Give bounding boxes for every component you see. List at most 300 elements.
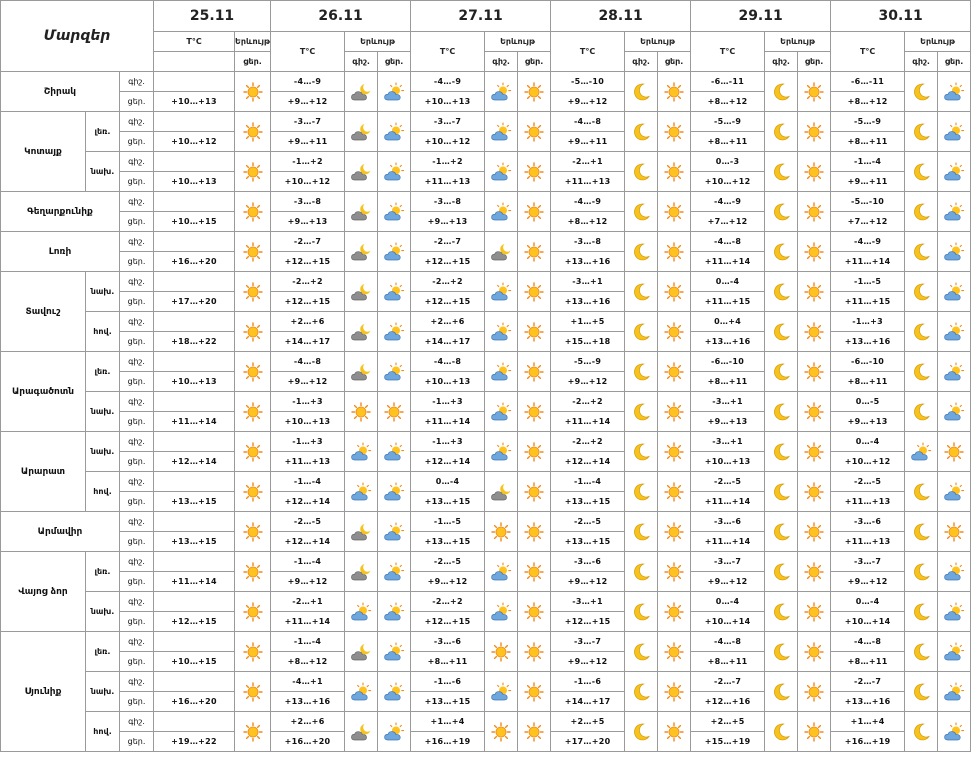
moon-icon (905, 112, 938, 152)
temperature-range: +2…+5 (691, 712, 765, 732)
sun-icon (658, 152, 691, 192)
sun-icon (798, 392, 831, 432)
day-label: ցեր. (120, 692, 154, 712)
temperature-range: +14…+17 (271, 332, 345, 352)
cloud-night-icon (345, 272, 378, 312)
moon-icon (905, 392, 938, 432)
temperature-range: -1…-6 (411, 672, 485, 692)
temperature-range: -1…-6 (551, 672, 625, 692)
temperature-range: +8…+11 (831, 372, 905, 392)
temperature-range: +9…+12 (271, 92, 345, 112)
temperature-range: -1…+3 (271, 392, 345, 412)
temperature-range: +13…+15 (411, 532, 485, 552)
temperature-range: +9…+13 (831, 412, 905, 432)
region-name: Արմավիր (1, 512, 120, 552)
moon-icon (905, 712, 938, 752)
temperature-range: -4…-9 (831, 232, 905, 252)
temperature-range: +10…+15 (154, 212, 235, 232)
temperature-range: +8…+11 (831, 652, 905, 672)
temperature-range: +11…+14 (691, 532, 765, 552)
cloud-night-icon (345, 112, 378, 152)
cloud-sun-icon (485, 112, 518, 152)
night-label: գիշ. (120, 632, 154, 652)
moon-icon (625, 112, 658, 152)
temperature-range: +17…+20 (154, 292, 235, 312)
temperature-range: +11…+13 (551, 172, 625, 192)
temperature-range: +13…+15 (411, 692, 485, 712)
subregion-name: լեռ. (86, 112, 120, 152)
moon-icon (765, 352, 798, 392)
temperature-range: -2…-5 (691, 472, 765, 492)
temperature-range: 0…-4 (411, 472, 485, 492)
temperature-range: -6…-11 (691, 72, 765, 92)
night-label: գիշ. (120, 272, 154, 292)
cloud-sun-icon (938, 112, 971, 152)
temperature-range: -2…-5 (271, 512, 345, 532)
sun-icon (235, 392, 271, 432)
temperature-range: +9…+13 (691, 412, 765, 432)
temperature-range (154, 352, 235, 372)
sun-icon (658, 712, 691, 752)
temperature-range: -1…-4 (271, 632, 345, 652)
cloud-sun-icon (938, 472, 971, 512)
table-row (1, 312, 971, 332)
temp-header: T°C (691, 32, 765, 72)
night-sub-header: գիշ. (625, 52, 658, 72)
temperature-range: -1…-5 (411, 512, 485, 532)
moon-icon (625, 512, 658, 552)
sun-icon (235, 632, 271, 672)
day-sub-header: ցեր. (235, 52, 271, 72)
temperature-range: -1…+3 (271, 432, 345, 452)
sun-icon (658, 72, 691, 112)
temperature-range: +9…+12 (271, 372, 345, 392)
temperature-range: +8…+12 (831, 92, 905, 112)
temperature-range: +10…+12 (831, 452, 905, 472)
temperature-range: +12…+16 (691, 692, 765, 712)
temperature-range (154, 72, 235, 92)
day-sub-header: ցեր. (518, 52, 551, 72)
sun-icon (518, 152, 551, 192)
sun-icon (798, 632, 831, 672)
cloud-night-icon (345, 552, 378, 592)
temperature-range: +17…+20 (551, 732, 625, 752)
temperature-range (154, 192, 235, 212)
subregion-name: լեռ. (86, 632, 120, 672)
sun-icon (798, 512, 831, 552)
night-label: գիշ. (120, 112, 154, 132)
sun-icon (235, 592, 271, 632)
temperature-range: +16…+20 (154, 252, 235, 272)
temperature-range (154, 392, 235, 412)
temperature-range: +12…+15 (411, 292, 485, 312)
region-name: Շիրակ (1, 72, 120, 112)
moon-icon (765, 712, 798, 752)
sun-icon (518, 712, 551, 752)
moon-icon (765, 512, 798, 552)
sun-icon (938, 512, 971, 552)
phenomenon-header: Երևույթ (485, 32, 551, 52)
temperature-range: +13…+16 (831, 692, 905, 712)
cloud-sun-icon (378, 192, 411, 232)
sun-icon (518, 72, 551, 112)
day-label: ցեր. (120, 572, 154, 592)
night-label: գիշ. (120, 352, 154, 372)
sun-icon (235, 472, 271, 512)
moon-icon (625, 392, 658, 432)
date-header: 29.11 (691, 1, 831, 32)
day-label: ցեր. (120, 252, 154, 272)
sun-icon (518, 272, 551, 312)
temperature-range: -4…-9 (411, 72, 485, 92)
temperature-range: -6…-10 (831, 352, 905, 372)
temperature-range: -2…+1 (271, 592, 345, 612)
temperature-range: +10…+14 (831, 612, 905, 632)
sun-icon (485, 512, 518, 552)
table-row (1, 672, 971, 692)
cloud-sun-icon (485, 552, 518, 592)
temperature-range (154, 272, 235, 292)
temperature-range (154, 632, 235, 652)
night-label: գիշ. (120, 512, 154, 532)
moon-icon (765, 72, 798, 112)
region-name: Արագածոտն (1, 352, 86, 432)
temperature-range: -2…+2 (411, 272, 485, 292)
subregion-name: նախ. (86, 392, 120, 432)
cloud-sun-icon (345, 672, 378, 712)
night-label: գիշ. (120, 312, 154, 332)
temp-header: T°C (831, 32, 905, 72)
sun-icon (518, 672, 551, 712)
temperature-range: +7…+12 (691, 212, 765, 232)
temperature-range: -3…-7 (831, 552, 905, 572)
night-label: գիշ. (120, 232, 154, 252)
sun-icon (235, 352, 271, 392)
cloud-sun-icon (938, 712, 971, 752)
moon-icon (765, 672, 798, 712)
cloud-night-icon (345, 152, 378, 192)
temperature-range: +12…+15 (154, 612, 235, 632)
night-label: գիշ. (120, 152, 154, 172)
cloud-sun-icon (905, 432, 938, 472)
table-row (1, 712, 971, 732)
region-name: Արարատ (1, 432, 86, 512)
sun-icon (518, 592, 551, 632)
temperature-range: +11…+14 (411, 412, 485, 432)
sun-icon (235, 672, 271, 712)
temperature-range: -1…+3 (411, 432, 485, 452)
temperature-range: +12…+15 (411, 252, 485, 272)
sun-icon (235, 112, 271, 152)
temperature-range: +8…+11 (691, 652, 765, 672)
sun-icon (798, 152, 831, 192)
moon-icon (625, 432, 658, 472)
temperature-range: 0…+4 (691, 312, 765, 332)
moon-icon (625, 632, 658, 672)
subregion-name: նախ. (86, 432, 120, 472)
sun-icon (798, 192, 831, 232)
sun-icon (658, 472, 691, 512)
day-label: ցեր. (120, 292, 154, 312)
moon-icon (625, 232, 658, 272)
table-row (1, 552, 971, 572)
empty-sub-header (154, 52, 235, 72)
temperature-range: -2…+2 (411, 592, 485, 612)
moon-icon (765, 312, 798, 352)
day-sub-header: ցեր. (938, 52, 971, 72)
sun-icon (658, 432, 691, 472)
cloud-sun-icon (938, 232, 971, 272)
temperature-range: +11…+14 (154, 572, 235, 592)
night-sub-header: գիշ. (345, 52, 378, 72)
temperature-range: +9…+12 (691, 572, 765, 592)
temperature-range: +13…+16 (551, 252, 625, 272)
temperature-range (154, 592, 235, 612)
temperature-range: +11…+14 (551, 412, 625, 432)
region-name: Սյունիք (1, 632, 86, 752)
temperature-range: -4…-8 (691, 232, 765, 252)
temperature-range: -5…-9 (831, 112, 905, 132)
moon-icon (625, 472, 658, 512)
temperature-range: -4…-8 (551, 112, 625, 132)
cloud-sun-icon (938, 192, 971, 232)
temperature-range: +10…+12 (411, 132, 485, 152)
cloud-sun-icon (378, 592, 411, 632)
temperature-range: -3…+1 (551, 272, 625, 292)
temperature-range: +15…+19 (691, 732, 765, 752)
date-header: 26.11 (271, 1, 411, 32)
temperature-range: -2…-7 (411, 232, 485, 252)
header-row-dates (1, 1, 971, 32)
temperature-range: -4…-9 (271, 72, 345, 92)
moon-icon (765, 392, 798, 432)
temperature-range: -5…-9 (551, 352, 625, 372)
sun-icon (658, 112, 691, 152)
moon-icon (905, 672, 938, 712)
sun-icon (235, 232, 271, 272)
temperature-range: -3…-8 (551, 232, 625, 252)
day-label: ցեր. (120, 732, 154, 752)
day-label: ցեր. (120, 532, 154, 552)
temperature-range: -2…-5 (411, 552, 485, 572)
moon-icon (625, 192, 658, 232)
night-sub-header: գիշ. (765, 52, 798, 72)
temperature-range: +11…+13 (831, 532, 905, 552)
day-label: ցեր. (120, 92, 154, 112)
temperature-range: -3…-8 (271, 192, 345, 212)
sun-icon (518, 632, 551, 672)
temperature-range: +16…+20 (271, 732, 345, 752)
temperature-range: +13…+15 (411, 492, 485, 512)
temperature-range: -3…+1 (691, 432, 765, 452)
day-label: ցեր. (120, 612, 154, 632)
table-row (1, 392, 971, 412)
table-row (1, 152, 971, 172)
cloud-sun-icon (938, 352, 971, 392)
temperature-range: 0…-4 (831, 592, 905, 612)
temperature-range: +11…+14 (691, 492, 765, 512)
temperature-range: +10…+13 (154, 92, 235, 112)
sun-icon (485, 632, 518, 672)
night-label: գիշ. (120, 672, 154, 692)
cloud-sun-icon (378, 552, 411, 592)
moon-icon (625, 272, 658, 312)
sun-icon (518, 432, 551, 472)
moon-icon (765, 192, 798, 232)
cloud-night-icon (345, 192, 378, 232)
cloud-sun-icon (378, 352, 411, 392)
moon-icon (905, 552, 938, 592)
sun-icon (798, 272, 831, 312)
temperature-range: +11…+14 (831, 252, 905, 272)
moon-icon (765, 152, 798, 192)
moon-icon (625, 312, 658, 352)
temperature-range: -4…-8 (411, 352, 485, 372)
temperature-range: +10…+13 (691, 452, 765, 472)
moon-icon (905, 72, 938, 112)
date-header: 27.11 (411, 1, 551, 32)
temperature-range: +13…+15 (154, 532, 235, 552)
subregion-name: հով. (86, 472, 120, 512)
date-header: 30.11 (831, 1, 971, 32)
moon-icon (765, 592, 798, 632)
cloud-sun-icon (485, 192, 518, 232)
temperature-range: -2…+1 (551, 152, 625, 172)
temperature-range: +2…+6 (411, 312, 485, 332)
temperature-range: +12…+15 (551, 612, 625, 632)
table-row (1, 632, 971, 652)
cloud-sun-icon (938, 552, 971, 592)
cloud-night-icon (345, 712, 378, 752)
temperature-range: +2…+5 (551, 712, 625, 732)
temperature-range: -2…-7 (831, 672, 905, 692)
night-label: գիշ. (120, 192, 154, 212)
sun-icon (658, 672, 691, 712)
regions-header: Մարզեր (1, 1, 154, 72)
temperature-range: +14…+17 (551, 692, 625, 712)
moon-icon (905, 192, 938, 232)
day-sub-header: ցեր. (658, 52, 691, 72)
moon-icon (625, 672, 658, 712)
temperature-range: +9…+11 (551, 132, 625, 152)
temperature-range: +9…+12 (551, 572, 625, 592)
table-body (1, 72, 971, 752)
temperature-range: +13…+15 (551, 532, 625, 552)
temperature-range: +13…+15 (551, 492, 625, 512)
moon-icon (905, 352, 938, 392)
temperature-range: -4…-8 (831, 632, 905, 652)
temperature-range: -4…-8 (691, 632, 765, 652)
day-label: ցեր. (120, 172, 154, 192)
temperature-range: -1…-4 (551, 472, 625, 492)
cloud-night-icon (485, 472, 518, 512)
temperature-range: +8…+11 (691, 372, 765, 392)
sun-icon (518, 312, 551, 352)
moon-icon (625, 712, 658, 752)
night-sub-header: գիշ. (905, 52, 938, 72)
subregion-name: նախ. (86, 272, 120, 312)
temperature-range: +8…+11 (831, 132, 905, 152)
temperature-range: -3…-7 (411, 112, 485, 132)
cloud-sun-icon (378, 312, 411, 352)
temperature-range: +11…+15 (831, 292, 905, 312)
table-row (1, 72, 971, 92)
temperature-range: -6…-10 (691, 352, 765, 372)
temperature-range: +9…+12 (551, 372, 625, 392)
phenomenon-header: Երևույթ (905, 32, 971, 52)
temperature-range: -3…-6 (691, 512, 765, 532)
phenomenon-header: Երևույթ (235, 32, 271, 52)
sun-icon (658, 232, 691, 272)
temperature-range: +11…+13 (831, 492, 905, 512)
temperature-range (154, 552, 235, 572)
cloud-sun-icon (485, 432, 518, 472)
temp-header: T°C (154, 32, 235, 52)
temperature-range: +10…+12 (154, 132, 235, 152)
night-label: գիշ. (120, 432, 154, 452)
temperature-range: -1…-5 (831, 272, 905, 292)
sun-icon (798, 432, 831, 472)
table-row (1, 432, 971, 452)
sun-icon (518, 112, 551, 152)
subregion-name: նախ. (86, 672, 120, 712)
sun-icon (518, 232, 551, 272)
day-label: ցեր. (120, 452, 154, 472)
temperature-range: -3…-8 (411, 192, 485, 212)
cloud-sun-icon (938, 312, 971, 352)
temperature-range: +12…+14 (551, 452, 625, 472)
day-label: ցեր. (120, 652, 154, 672)
temperature-range: +11…+15 (691, 292, 765, 312)
temperature-range: 0…-4 (691, 272, 765, 292)
temperature-range: +9…+13 (411, 212, 485, 232)
sun-icon (798, 112, 831, 152)
cloud-sun-icon (345, 432, 378, 472)
temperature-range: +11…+13 (271, 452, 345, 472)
temperature-range: +11…+13 (411, 172, 485, 192)
temperature-range: +11…+14 (271, 612, 345, 632)
sun-icon (658, 352, 691, 392)
temperature-range: +9…+11 (831, 172, 905, 192)
temperature-range: +15…+18 (551, 332, 625, 352)
temperature-range: -1…+2 (411, 152, 485, 172)
temperature-range: -6…-11 (831, 72, 905, 92)
moon-icon (625, 72, 658, 112)
cloud-sun-icon (938, 72, 971, 112)
sun-icon (658, 552, 691, 592)
moon-icon (765, 112, 798, 152)
day-label: ցեր. (120, 492, 154, 512)
temperature-range: -1…+2 (271, 152, 345, 172)
temp-header: T°C (551, 32, 625, 72)
moon-icon (905, 152, 938, 192)
temperature-range: -3…+1 (691, 392, 765, 412)
temperature-range: +9…+13 (271, 212, 345, 232)
temperature-range: +2…+6 (271, 712, 345, 732)
subregion-name: նախ. (86, 592, 120, 632)
table-row (1, 192, 971, 212)
day-label: ցեր. (120, 212, 154, 232)
sun-icon (798, 472, 831, 512)
moon-icon (765, 272, 798, 312)
night-label: գիշ. (120, 72, 154, 92)
temperature-range: -5…-10 (831, 192, 905, 212)
region-name: Կոտայք (1, 112, 86, 192)
temperature-range: -3…-7 (691, 552, 765, 572)
cloud-night-icon (345, 352, 378, 392)
temperature-range: +14…+17 (411, 332, 485, 352)
night-label: գիշ. (120, 712, 154, 732)
